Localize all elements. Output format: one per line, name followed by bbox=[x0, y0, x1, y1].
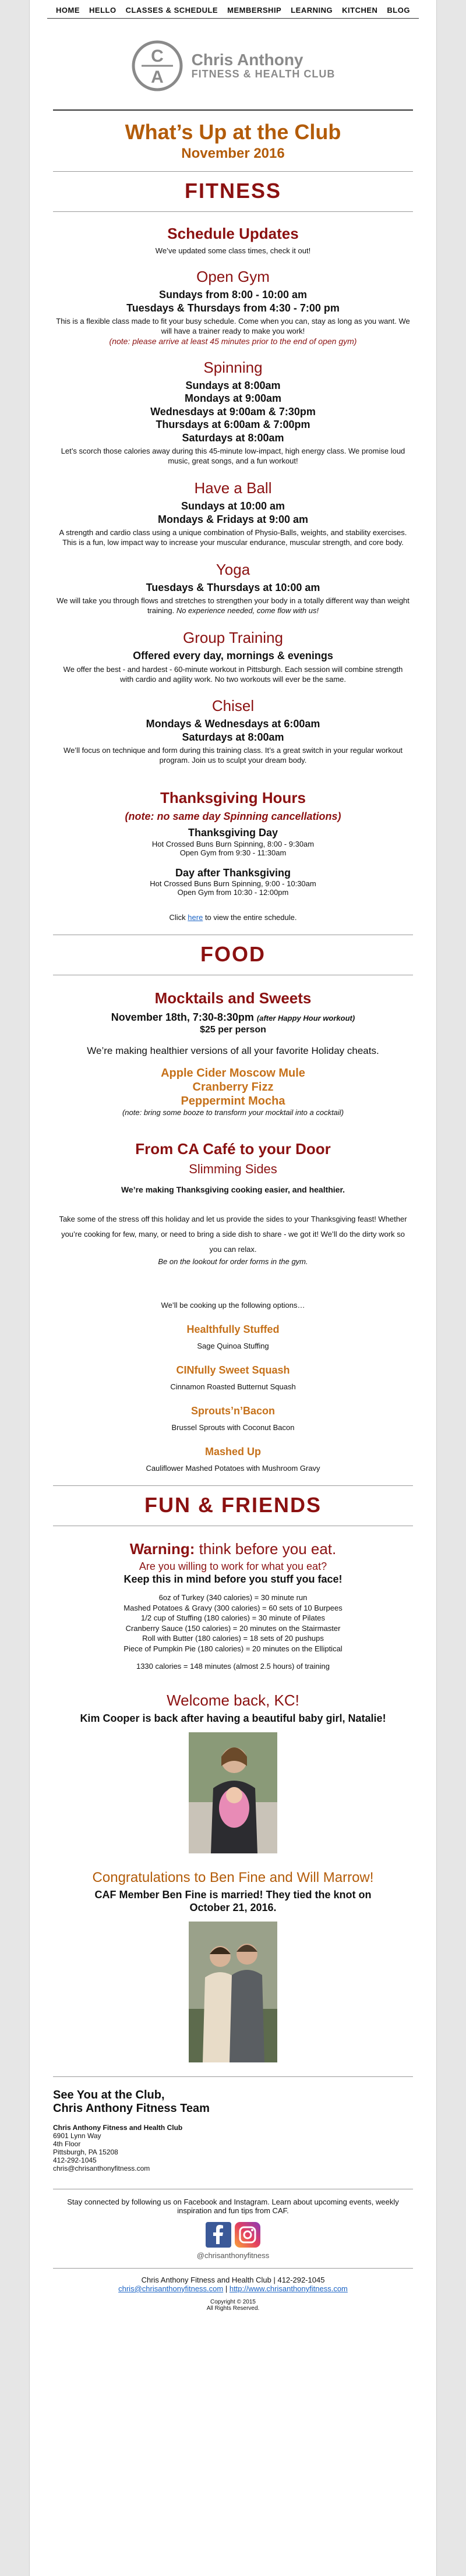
cafe-subtitle: Slimming Sides bbox=[189, 1161, 277, 1176]
divider bbox=[53, 109, 413, 111]
class-times: Tuesdays & Thursdays at 10:00 am bbox=[146, 581, 320, 593]
nav-blog[interactable]: BLOG bbox=[387, 6, 410, 15]
footer bbox=[30, 2189, 436, 2312]
newsletter-page bbox=[29, 0, 437, 2576]
class-desc: Let’s scorch those calories away during this 45-minute low-impact, high energy class. We promise loud music, great songs, and a fun workout! bbox=[61, 447, 405, 466]
section-title-fitness: FITNESS bbox=[184, 179, 281, 203]
divider bbox=[53, 1485, 413, 1486]
cafe-option-name: Healthfully Stuffed bbox=[186, 1323, 280, 1335]
class-title-chisel: Chisel bbox=[211, 697, 255, 715]
cafe-option-name: Sprouts’n’Bacon bbox=[190, 1404, 275, 1417]
nav-membership[interactable]: MEMBERSHIP bbox=[227, 6, 282, 15]
signoff-email[interactable]: chris@chrisanthonyfitness.com bbox=[53, 2164, 150, 2172]
mocktails-title: Mocktails and Sweets bbox=[154, 989, 312, 1007]
footer-email-link[interactable]: chris@chrisanthonyfitness.com bbox=[118, 2284, 224, 2293]
logo-name: Chris Anthony bbox=[191, 50, 303, 69]
congrats-title: Congratulations to Ben Fine and Will Marrow! bbox=[92, 1869, 374, 1885]
class-desc: We’ll focus on technique and form during this training class. It’s a great switch in your regular workout program. Join us to sculpt your dream body. bbox=[63, 746, 403, 765]
welcome-title: Welcome back, KC! bbox=[167, 1692, 299, 1710]
class-title-yoga: Yoga bbox=[216, 560, 250, 578]
nav-hello[interactable]: HELLO bbox=[89, 6, 116, 15]
club-logo[interactable] bbox=[30, 19, 436, 109]
nav-learning[interactable]: LEARNING bbox=[291, 6, 333, 15]
wedding-photo bbox=[189, 1922, 277, 2062]
cafe-option-desc: Cinnamon Roasted Butternut Squash bbox=[170, 1382, 296, 1391]
class-note: (note: please arrive at least 45 minutes prior to the end of open gym) bbox=[109, 336, 357, 346]
mocktails-note: (note: bring some booze to transform your mocktail into a cocktail) bbox=[122, 1107, 344, 1117]
top-nav bbox=[47, 0, 419, 19]
cafe-option-desc: Cauliflower Mashed Potatoes with Mushroom Gravy bbox=[146, 1463, 320, 1473]
cafe-order-note: Be on the lookout for order forms in the gym. bbox=[158, 1257, 308, 1266]
cafe-option-name: CINfully Sweet Squash bbox=[176, 1364, 290, 1376]
class-title-spinning: Spinning bbox=[203, 358, 263, 376]
mocktail-item: Cranberry Fizz bbox=[192, 1080, 274, 1094]
calorie-total: 1330 calories = 148 minutes (almost 2.5 hours) of training bbox=[136, 1662, 330, 1671]
fun-section bbox=[30, 1493, 436, 2062]
class-title-have-a-ball: Have a Ball bbox=[194, 479, 272, 497]
class-title-group-training: Group Training bbox=[183, 629, 283, 647]
class-desc: This is a flexible class made to fit your busy schedule. Come when you can, stay as long as you want. We will have a trainer ready to make you work! bbox=[56, 317, 410, 335]
class-times: Sundays at 8:00am Mondays at 9:00am Wednesdays at 9:00am & 7:30pm Thursdays at 6:00am & 7:00pm Saturdays at 8:00am bbox=[150, 379, 316, 444]
cafe-option-desc: Sage Quinoa Stuffing bbox=[197, 1341, 269, 1350]
footer-site-link[interactable]: http://www.chrisanthonyfitness.com bbox=[229, 2284, 348, 2293]
warning-reminder: Keep this in mind before you stuff you face! bbox=[123, 1573, 343, 1585]
logo-sub: FITNESS & HEALTH CLUB bbox=[191, 68, 336, 80]
rights: All Rights Reserved. bbox=[206, 2305, 260, 2312]
class-times: Mondays & Wednesdays at 6:00am Saturdays at 8:00am bbox=[146, 718, 320, 743]
schedule-updates-title: Schedule Updates bbox=[167, 225, 299, 242]
signoff-phone: 412-292-1045 bbox=[53, 2156, 97, 2164]
fitness-section bbox=[30, 179, 436, 922]
instagram-icon[interactable] bbox=[235, 2222, 260, 2248]
mocktails-intro: We’re making healthier versions of all your favorite Holiday cheats. bbox=[87, 1045, 379, 1056]
class-times: Sundays at 10:00 am Mondays & Fridays at 9:00 am bbox=[157, 500, 309, 525]
signoff-address: 4th Floor bbox=[53, 2139, 81, 2148]
class-desc: A strength and cardio class using a unique combination of Physio-Balls, weights, and stability exercises. This is a fun, low impact way to increase your muscular endurance, muscular strength, and core body. bbox=[59, 528, 407, 547]
section-title-fun: FUN & FRIENDS bbox=[144, 1492, 322, 1517]
food-section bbox=[30, 942, 436, 1473]
warning-title: Warning: think before you eat. bbox=[129, 1540, 337, 1558]
nav-kitchen[interactable]: KITCHEN bbox=[342, 6, 378, 15]
svg-text:C: C bbox=[150, 47, 164, 66]
signoff-address: 6901 Lynn Way bbox=[53, 2131, 101, 2140]
class-times: Sundays from 8:00 - 10:00 am Tuesdays & Thursdays from 4:30 - 7:00 pm bbox=[126, 289, 340, 314]
congrats-text: CAF Member Ben Fine is married! They tied the knot on October 21, 2016. bbox=[94, 1888, 372, 1914]
schedule-updates-sub: We’ve updated some class times, check it out! bbox=[155, 246, 311, 255]
kim-cooper-baby-photo bbox=[189, 1732, 277, 1853]
signoff-address: Pittsburgh, PA 15208 bbox=[53, 2147, 118, 2156]
footer-org: Chris Anthony Fitness and Health Club | 412-292-1045 bbox=[141, 2275, 325, 2284]
thanksgiving-line: Hot Crossed Buns Burn Spinning, 9:00 - 10:30am bbox=[150, 879, 316, 889]
signoff-line2: Chris Anthony Fitness Team bbox=[53, 2101, 210, 2115]
facebook-icon[interactable] bbox=[206, 2222, 231, 2248]
footer-links: chris@chrisanthonyfitness.com | http://www.chrisanthonyfitness.com bbox=[118, 2284, 348, 2293]
social-icons bbox=[30, 2215, 436, 2251]
newsletter-date: November 2016 bbox=[181, 146, 285, 161]
cafe-title: From CA Café to your Door bbox=[135, 1140, 331, 1158]
mocktail-item: Apple Cider Moscow Mule bbox=[161, 1066, 305, 1080]
signoff-line1: See You at the Club, bbox=[53, 2088, 165, 2101]
class-title-open-gym: Open Gym bbox=[196, 268, 270, 285]
section-title-food: FOOD bbox=[200, 942, 266, 967]
svg-text:A: A bbox=[150, 68, 164, 87]
thanksgiving-day: Day after Thanksgiving bbox=[175, 866, 291, 879]
divider bbox=[53, 2268, 413, 2269]
calorie-list: 6oz of Turkey (340 calories) = 30 minute run Mashed Potatoes & Gravy (300 calories) = 60 sets of 10 Burpees 1/2 cup of Stuffing (180 calories) = 30 minute of Pilates Cranberry Sauce (150 calories) = 20 minutes on the Stairmaster Roll with Butter (180 calories) = 18 sets of 20 pushups Piece of Pumpkin Pie (180 calories) = 20 minutes on the Elliptical bbox=[123, 1593, 343, 1653]
thanksgiving-line: Open Gym from 9:30 - 11:30am bbox=[179, 848, 287, 857]
cafe-paragraph: Take some of the stress off this holiday and let us provide the sides to your Thanksgiving feast! Whether you’re cooking for few, many, or need to bring a side dish to share - we got it! We’ll do the dirty work so you can relax. bbox=[59, 1214, 407, 1254]
thanksgiving-line: Open Gym from 10:30 - 12:00pm bbox=[177, 888, 289, 897]
divider bbox=[53, 171, 413, 172]
thanksgiving-hours-title: Thanksgiving Hours bbox=[160, 789, 306, 807]
mocktail-item: Peppermint Mocha bbox=[181, 1094, 285, 1107]
copyright: Copyright © 2015 bbox=[210, 2298, 256, 2305]
cafe-option-desc: Brussel Sprouts with Coconut Bacon bbox=[171, 1423, 295, 1432]
thanksgiving-note: (note: no same day Spinning cancellations) bbox=[125, 811, 341, 823]
signoff bbox=[30, 2077, 436, 2172]
nav-classes-schedule[interactable]: CLASSES & SCHEDULE bbox=[125, 6, 218, 15]
cafe-tagline: We’re making Thanksgiving cooking easier, and healthier. bbox=[121, 1184, 345, 1194]
schedule-link-line: Click here to view the entire schedule. bbox=[169, 913, 297, 922]
warning-question: Are you willing to work for what you eat? bbox=[139, 1560, 327, 1572]
mocktails-date: November 18th, 7:30-8:30pm (after Happy Hour workout) bbox=[111, 1011, 355, 1024]
social-handle: @chrisanthonyfitness bbox=[196, 2251, 270, 2260]
nav-home[interactable]: HOME bbox=[56, 6, 80, 15]
footer-connect: Stay connected by following us on Facebook and Instagram. Learn about upcoming events, weekly inspiration and fun tips from CAF. bbox=[67, 2197, 399, 2215]
class-desc: We offer the best - and hardest - 60-minute workout in Pittsburgh. Each session will combine strength with cardio and agility work. No two workouts will ever be the same. bbox=[63, 664, 403, 684]
newsletter-title: What’s Up at the Club bbox=[125, 120, 341, 144]
cafe-options-intro: We’ll be cooking up the following options… bbox=[161, 1300, 305, 1310]
welcome-text: Kim Cooper is back after having a beautiful baby girl, Natalie! bbox=[80, 1712, 386, 1725]
signoff-org: Chris Anthony Fitness and Health Club bbox=[53, 2123, 183, 2132]
thanksgiving-line: Hot Crossed Buns Burn Spinning, 8:00 - 9:30am bbox=[151, 839, 315, 848]
class-times: Offered every day, mornings & evenings bbox=[133, 650, 333, 662]
divider bbox=[53, 211, 413, 212]
class-desc: We will take you through flows and stretches to strengthen your body in a totally different way than weight training. No experience needed, come flow with us! bbox=[57, 596, 409, 615]
cafe-option-name: Mashed Up bbox=[204, 1445, 261, 1457]
thanksgiving-day: Thanksgiving Day bbox=[188, 827, 278, 839]
schedule-link[interactable]: here bbox=[188, 913, 203, 922]
mocktails-price: $25 per person bbox=[200, 1024, 266, 1035]
logo-mark-icon bbox=[131, 40, 183, 92]
